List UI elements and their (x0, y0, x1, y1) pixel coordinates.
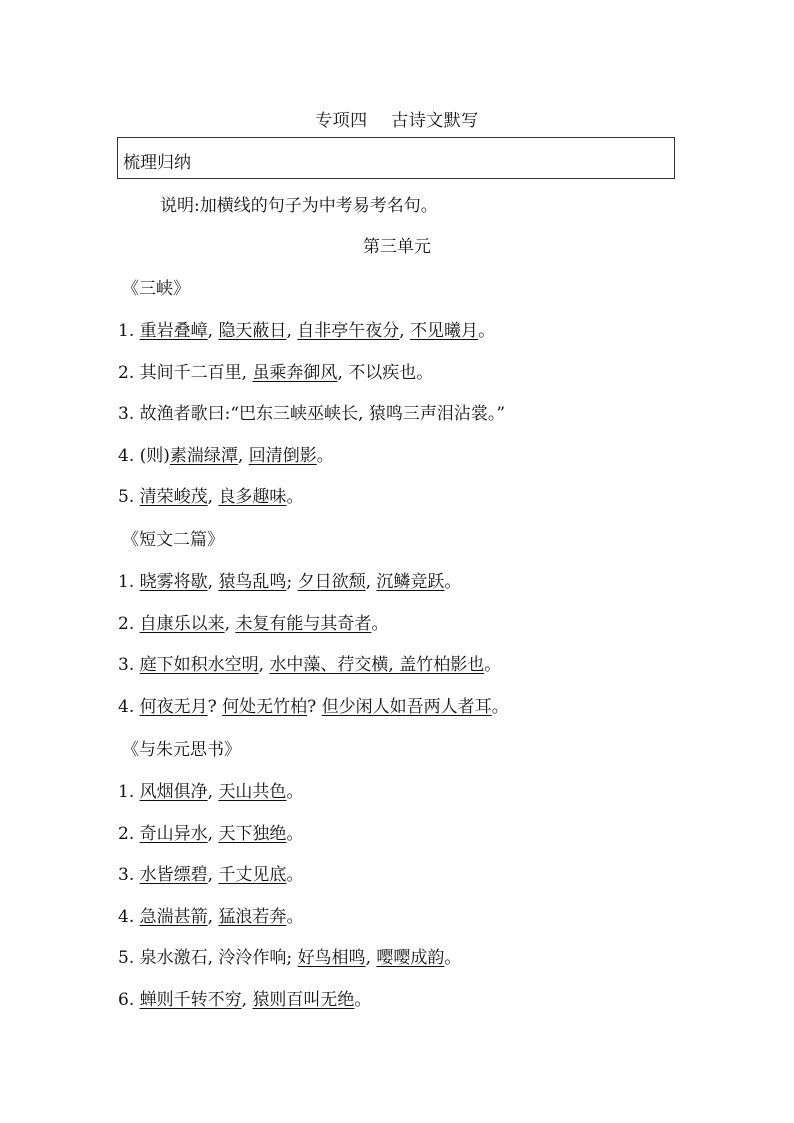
text-segment: 。 (286, 906, 304, 927)
text-segment: , (365, 572, 377, 592)
underlined-phrase: 水皆缥碧 (139, 865, 208, 886)
underlined-phrase: 未复有能与其奇者 (235, 613, 372, 634)
verse-line (118, 399, 505, 424)
text-segment: 4. (118, 696, 140, 717)
underlined-phrase: 自非亭午夜分 (297, 321, 400, 341)
text-segment: 2. 其间千二百里, (118, 362, 253, 383)
underlined-phrase: 晓雾将歇 (139, 572, 208, 592)
verse-line (118, 650, 501, 675)
text-segment: ? (307, 696, 322, 717)
verse-line (118, 692, 509, 717)
text-segment: 1. (118, 572, 140, 592)
text-segment: 。 (286, 823, 304, 844)
underlined-phrase: 天山共色 (218, 782, 287, 802)
text-segment: , (241, 990, 253, 1010)
verse-line (118, 567, 461, 592)
underlined-phrase: 蝉则千转不穷 (139, 990, 242, 1010)
page-title: 专项四 古诗文默写 (315, 111, 479, 131)
text-segment: , 不以疾也。 (337, 362, 434, 383)
text-segment: , (207, 823, 219, 844)
text-segment: , (207, 572, 219, 592)
text-segment: , (399, 321, 411, 341)
verse-line (118, 943, 461, 968)
underlined-phrase: 不见曦月 (410, 321, 479, 341)
text-segment: 3. 故渔者歌曰:“巴东三峡巫峡长, 猿鸣三声泪沾裳。” (118, 404, 506, 425)
underlined-phrase: 奇山异水 (139, 823, 208, 844)
verse-line (118, 441, 334, 466)
text-segment: 。 (354, 990, 372, 1010)
text-segment: , (224, 613, 236, 634)
underlined-phrase: 隐天蔽日 (218, 321, 287, 341)
text-segment: 。 (286, 487, 304, 508)
text-segment: 。 (478, 321, 496, 341)
underlined-phrase: 嘤嘤成韵 (376, 948, 445, 969)
underlined-phrase: 虽乘奔御风 (252, 362, 338, 383)
text-segment: , (258, 655, 270, 676)
underlined-phrase: 何夜无月 (139, 696, 208, 717)
verse-line (118, 358, 433, 383)
text-segment: , (207, 906, 219, 927)
text-segment: 。 (371, 613, 389, 634)
verse-line (118, 902, 303, 927)
text-segment: , (286, 321, 298, 341)
text-segment: 2. (118, 613, 140, 634)
underlined-phrase: 夕日欲颓 (297, 572, 366, 592)
text-segment: , (237, 445, 249, 466)
text-segment: 。 (491, 696, 509, 717)
text-segment: ; (286, 572, 298, 592)
text-segment: , (207, 321, 219, 341)
text-segment: 2. (118, 823, 140, 844)
text-segment: 5. (118, 487, 140, 508)
text-segment: ? (207, 696, 223, 717)
text-segment: 1. (118, 782, 140, 802)
underlined-phrase: 良多趣味 (218, 487, 287, 508)
verse-line (118, 316, 495, 341)
underlined-phrase: 回清倒影 (248, 445, 317, 466)
text-segment: 5. 泉水激石, 泠泠作响; (118, 948, 298, 969)
underlined-phrase: 沉鳞竞跃 (376, 572, 445, 592)
verse-line (118, 609, 388, 634)
underlined-phrase: 自康乐以来 (139, 613, 225, 634)
text-segment: 3. (118, 655, 140, 676)
verse-line (118, 819, 303, 844)
text-segment: , (207, 487, 219, 508)
text-segment: 6. (118, 990, 140, 1010)
unit-title: 第三单元 (363, 237, 431, 257)
text-segment: 3. (118, 865, 140, 886)
verse-line (118, 860, 303, 885)
underlined-phrase: 但少闲人如吾两人者耳 (321, 696, 492, 717)
text-segment: 1. (118, 321, 140, 341)
text-segment: 。 (286, 865, 304, 886)
text-segment: 。 (444, 572, 462, 592)
verse-line (118, 777, 303, 802)
text-segment: , (365, 948, 377, 969)
section-title: 《短文二篇》 (122, 530, 224, 550)
note-text: 说明:加横线的句子为中考易考名句。 (160, 196, 438, 216)
text-segment: 。 (286, 782, 304, 802)
text-segment: 。 (444, 948, 462, 969)
underlined-phrase: 重岩叠嶂 (139, 321, 208, 341)
underlined-phrase: 急湍甚箭 (139, 906, 208, 927)
underlined-phrase: 素湍绿潭 (169, 445, 238, 466)
text-segment: 4. (则) (118, 445, 170, 466)
underlined-phrase: 好鸟相鸣 (297, 948, 366, 969)
underlined-phrase: 猿鸟乱鸣 (218, 572, 287, 592)
section-title: 《三峡》 (122, 279, 190, 299)
verse-line (118, 985, 371, 1010)
underlined-phrase: 千丈见底 (218, 865, 287, 886)
underlined-phrase: 天下独绝 (218, 823, 287, 844)
text-segment: 。 (484, 655, 502, 676)
section-title: 《与朱元思书》 (122, 740, 241, 760)
text-segment: 4. (118, 906, 140, 927)
text-segment: , (207, 782, 219, 802)
underlined-phrase: 清荣峻茂 (139, 487, 208, 508)
text-segment: , (207, 865, 219, 886)
underlined-phrase: 庭下如积水空明 (139, 655, 259, 676)
verse-line (118, 482, 303, 507)
underlined-phrase: 猛浪若奔 (218, 906, 287, 927)
box-label: 梳理归纳 (123, 153, 191, 173)
underlined-phrase: 猿则百叫无绝 (252, 990, 355, 1010)
text-segment: 。 (316, 445, 334, 466)
summary-box (117, 137, 675, 179)
underlined-phrase: 水中藻、荇交横, 盖竹柏影也 (269, 655, 485, 676)
underlined-phrase: 何处无竹柏 (222, 696, 308, 717)
underlined-phrase: 风烟俱净 (139, 782, 208, 802)
